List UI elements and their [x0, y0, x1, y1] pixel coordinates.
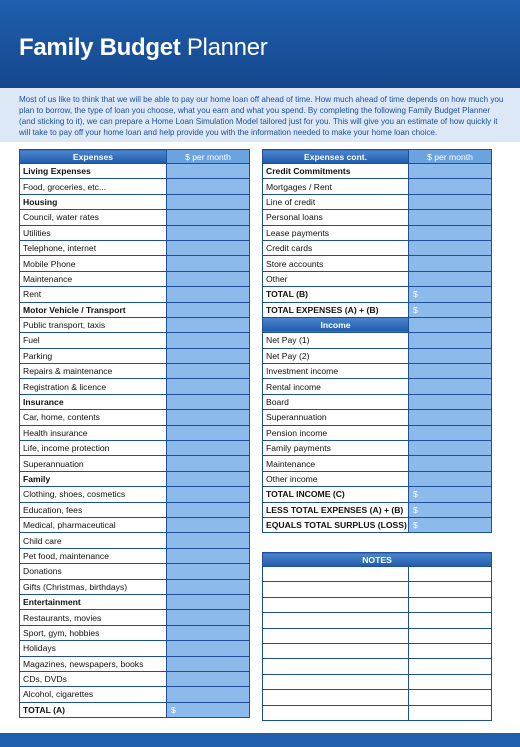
row-label: Superannuation [263, 410, 409, 425]
amount-field[interactable] [167, 194, 250, 209]
amount-field[interactable] [409, 164, 492, 179]
amount-field[interactable] [167, 471, 250, 486]
row-label: Medical, pharmaceutical [20, 517, 167, 532]
row-label: Housing [20, 194, 167, 209]
row-label: Food, groceries, etc... [20, 179, 167, 194]
notes-header: NOTES [263, 553, 492, 567]
notes-row [263, 582, 492, 597]
per-month-col-header: $ per month [167, 150, 250, 164]
notes-cell[interactable] [263, 628, 409, 643]
amount-field[interactable] [167, 533, 250, 548]
amount-field[interactable] [409, 364, 492, 379]
notes-row [263, 674, 492, 689]
amount-field[interactable] [167, 271, 250, 286]
amount-field[interactable] [167, 625, 250, 640]
table-row [20, 364, 250, 379]
table-row [20, 610, 250, 625]
notes-cell[interactable] [263, 674, 409, 689]
notes-row [263, 659, 492, 674]
amount-field[interactable] [167, 564, 250, 579]
amount-field[interactable] [167, 456, 250, 471]
notes-cell[interactable] [263, 705, 409, 720]
amount-field[interactable] [167, 348, 250, 363]
row-label: Registration & licence [20, 379, 167, 394]
row-label: Holidays [20, 641, 167, 656]
notes-cell[interactable] [263, 659, 409, 674]
row-label: Magazines, newspapers, books [20, 656, 167, 671]
amount-field[interactable] [409, 256, 492, 271]
row-label: Rent [20, 287, 167, 302]
row-label: Utilities [20, 225, 167, 240]
table-row [20, 594, 250, 609]
intro-text: Most of us like to think that we will be able to pay our home loan off ahead of time. How much ahead of time depends on how much you plan to borrow, the type of loan you choose, what you earn and what you spend. By completing the following Family Budget Planner (and sticking to it), we can prepare a Home Loan Simulation Model tailored just for you. This will give you an estimate of how quickly it will take to pay off your home loan and help provide you with the information needed to make your home loan choice. [19, 95, 504, 137]
table-row [20, 271, 250, 286]
table-row [20, 456, 250, 471]
row-label: Rental income [263, 379, 409, 394]
table-row [263, 287, 492, 302]
row-label: Board [263, 394, 409, 409]
table-row [20, 179, 250, 194]
amount-field[interactable] [167, 256, 250, 271]
row-label: Repairs & maintenance [20, 364, 167, 379]
amount-field[interactable] [167, 287, 250, 302]
table-row [263, 456, 492, 471]
expenses-cont-col-header: Expenses cont. [263, 150, 409, 164]
table-row [20, 164, 250, 179]
table-row [20, 487, 250, 502]
notes-row [263, 613, 492, 628]
amount-field[interactable] [409, 240, 492, 255]
row-label: Insurance [20, 394, 167, 409]
notes-row [263, 705, 492, 720]
amount-field[interactable] [167, 379, 250, 394]
amount-field[interactable] [167, 425, 250, 440]
table-row [20, 517, 250, 532]
footer-bar [0, 733, 520, 747]
table-row [20, 394, 250, 409]
amount-field[interactable] [167, 656, 250, 671]
table-row [20, 379, 250, 394]
row-label: Telephone, internet [20, 240, 167, 255]
row-label: Parking [20, 348, 167, 363]
table-row [20, 625, 250, 640]
notes-row [263, 643, 492, 658]
table-row [20, 240, 250, 255]
amount-field[interactable] [167, 333, 250, 348]
row-label: Clothing, shoes, cosmetics [20, 487, 167, 502]
per-month-cont-col-header: $ per month [409, 150, 492, 164]
row-label: TOTAL (A) [20, 702, 167, 717]
amount-field[interactable]: $ [409, 502, 492, 517]
amount-field [409, 317, 492, 332]
notes-cell[interactable] [409, 674, 492, 689]
amount-field[interactable] [409, 210, 492, 225]
notes-cell[interactable] [263, 582, 409, 597]
table-row [263, 164, 492, 179]
row-label: Public transport, taxis [20, 317, 167, 332]
row-label: Maintenance [20, 271, 167, 286]
amount-field[interactable] [409, 425, 492, 440]
notes-table [262, 552, 492, 721]
table-row [20, 256, 250, 271]
row-label: TOTAL EXPENSES (A) + (B) [263, 302, 409, 317]
table-row [20, 533, 250, 548]
row-label: Investment income [263, 364, 409, 379]
amount-field[interactable] [409, 348, 492, 363]
table-row [263, 517, 492, 532]
table-row [263, 425, 492, 440]
table-row [20, 333, 250, 348]
amount-field[interactable] [167, 517, 250, 532]
amount-field[interactable] [167, 364, 250, 379]
notes-cell[interactable] [409, 567, 492, 582]
row-label: EQUALS TOTAL SURPLUS (LOSS) [263, 517, 409, 532]
table-row [20, 687, 250, 702]
row-label: TOTAL INCOME (C) [263, 487, 409, 502]
table-row [20, 441, 250, 456]
notes-row [263, 690, 492, 705]
table-row [20, 671, 250, 686]
table-row [263, 471, 492, 486]
row-label: Living Expenses [20, 164, 167, 179]
notes-cell[interactable] [263, 690, 409, 705]
row-label: Net Pay (2) [263, 348, 409, 363]
title-bold: Family Budget [19, 34, 181, 61]
notes-cell[interactable] [263, 567, 409, 582]
amount-field[interactable]: $ [409, 302, 492, 317]
amount-field[interactable] [167, 210, 250, 225]
notes-cell[interactable] [409, 643, 492, 658]
table-row [20, 302, 250, 317]
amount-field[interactable] [409, 179, 492, 194]
row-label: Net Pay (1) [263, 333, 409, 348]
page-title [19, 34, 267, 62]
table-row [263, 240, 492, 255]
table-row [20, 502, 250, 517]
table-row [20, 564, 250, 579]
table-row [20, 317, 250, 332]
amount-field[interactable] [167, 579, 250, 594]
table-row [263, 194, 492, 209]
amount-field[interactable]: $ [409, 487, 492, 502]
row-label: Personal loans [263, 210, 409, 225]
table-row [263, 348, 492, 363]
row-label: Life, income protection [20, 441, 167, 456]
row-label: Council, water rates [20, 210, 167, 225]
amount-field[interactable] [167, 410, 250, 425]
income-section-header [263, 317, 492, 332]
table-row [263, 487, 492, 502]
amount-field[interactable] [167, 502, 250, 517]
table-row [263, 302, 492, 317]
notes-cell[interactable] [409, 597, 492, 612]
table-row [20, 194, 250, 209]
notes-cell[interactable] [409, 705, 492, 720]
expenses-cont-table [262, 149, 492, 533]
amount-field[interactable] [167, 302, 250, 317]
amount-field[interactable] [167, 394, 250, 409]
table-row [263, 333, 492, 348]
page-header [0, 0, 520, 88]
amount-field[interactable] [167, 594, 250, 609]
amount-field[interactable] [409, 225, 492, 240]
amount-field[interactable] [167, 225, 250, 240]
row-label: Store accounts [263, 256, 409, 271]
amount-field[interactable] [167, 164, 250, 179]
table-row [263, 502, 492, 517]
intro-panel [0, 88, 520, 142]
notes-cell[interactable] [263, 643, 409, 658]
amount-field[interactable] [167, 487, 250, 502]
amount-field[interactable] [409, 333, 492, 348]
table-row [20, 210, 250, 225]
row-label: Gifts (Christmas, birthdays) [20, 579, 167, 594]
expenses-col-header: Expenses [20, 150, 167, 164]
table-row [263, 271, 492, 286]
row-label: Motor Vehicle / Transport [20, 302, 167, 317]
amount-field[interactable]: $ [409, 517, 492, 532]
amount-field[interactable] [409, 394, 492, 409]
amount-field[interactable] [409, 271, 492, 286]
notes-cell[interactable] [409, 628, 492, 643]
row-label: Other income [263, 471, 409, 486]
table-row [20, 225, 250, 240]
row-label: Pet food, maintenance [20, 548, 167, 563]
row-label: Family [20, 471, 167, 486]
table-row [263, 394, 492, 409]
expenses-table [19, 149, 250, 718]
amount-field[interactable] [409, 441, 492, 456]
row-label: Pension income [263, 425, 409, 440]
row-label: Sport, gym, hobbies [20, 625, 167, 640]
table-row [20, 410, 250, 425]
table-row [20, 471, 250, 486]
row-label: Mobile Phone [20, 256, 167, 271]
table-row [20, 641, 250, 656]
table-row [20, 287, 250, 302]
row-label: Maintenance [263, 456, 409, 471]
amount-field[interactable] [409, 410, 492, 425]
amount-field[interactable] [167, 671, 250, 686]
amount-field[interactable] [167, 240, 250, 255]
notes-row [263, 597, 492, 612]
table-row [263, 225, 492, 240]
row-label: CDs, DVDs [20, 671, 167, 686]
notes-cell[interactable] [409, 582, 492, 597]
amount-field[interactable] [409, 194, 492, 209]
table-row [20, 348, 250, 363]
amount-field[interactable]: $ [167, 702, 250, 717]
row-label: Family payments [263, 441, 409, 456]
row-label: Mortgages / Rent [263, 179, 409, 194]
notes-row [263, 567, 492, 582]
notes-cell[interactable] [409, 690, 492, 705]
row-label: Credit Commitments [263, 164, 409, 179]
row-label: Restaurants, movies [20, 610, 167, 625]
amount-field[interactable] [409, 379, 492, 394]
notes-cell[interactable] [263, 613, 409, 628]
amount-field[interactable]: $ [409, 287, 492, 302]
amount-field[interactable] [409, 456, 492, 471]
row-label: Entertainment [20, 594, 167, 609]
row-label: Income [263, 317, 409, 332]
notes-cell[interactable] [409, 613, 492, 628]
table-row [20, 548, 250, 563]
table-row [263, 256, 492, 271]
table-row [20, 656, 250, 671]
row-label: Health insurance [20, 425, 167, 440]
row-label: LESS TOTAL EXPENSES (A) + (B) [263, 502, 409, 517]
row-label: Child care [20, 533, 167, 548]
amount-field[interactable] [167, 687, 250, 702]
table-row [263, 379, 492, 394]
amount-field[interactable] [167, 641, 250, 656]
row-label: Line of credit [263, 194, 409, 209]
row-label: Alcohol, cigarettes [20, 687, 167, 702]
row-label: Lease payments [263, 225, 409, 240]
amount-field[interactable] [167, 610, 250, 625]
table-row [263, 410, 492, 425]
amount-field[interactable] [409, 471, 492, 486]
row-label: Car, home, contents [20, 410, 167, 425]
amount-field[interactable] [167, 441, 250, 456]
row-label: Credit cards [263, 240, 409, 255]
amount-field[interactable] [167, 548, 250, 563]
amount-field[interactable] [167, 317, 250, 332]
row-label: Other [263, 271, 409, 286]
table-row [263, 179, 492, 194]
row-label: Donations [20, 564, 167, 579]
table-row [20, 579, 250, 594]
amount-field[interactable] [167, 179, 250, 194]
notes-cell[interactable] [263, 597, 409, 612]
row-label: Fuel [20, 333, 167, 348]
row-label: Superannuation [20, 456, 167, 471]
notes-cell[interactable] [409, 659, 492, 674]
table-row [263, 210, 492, 225]
table-row [263, 441, 492, 456]
table-row [20, 425, 250, 440]
table-row [20, 702, 250, 717]
title-light: Planner [186, 34, 268, 61]
table-row [263, 364, 492, 379]
notes-row [263, 628, 492, 643]
row-label: Education, fees [20, 502, 167, 517]
row-label: TOTAL (B) [263, 287, 409, 302]
